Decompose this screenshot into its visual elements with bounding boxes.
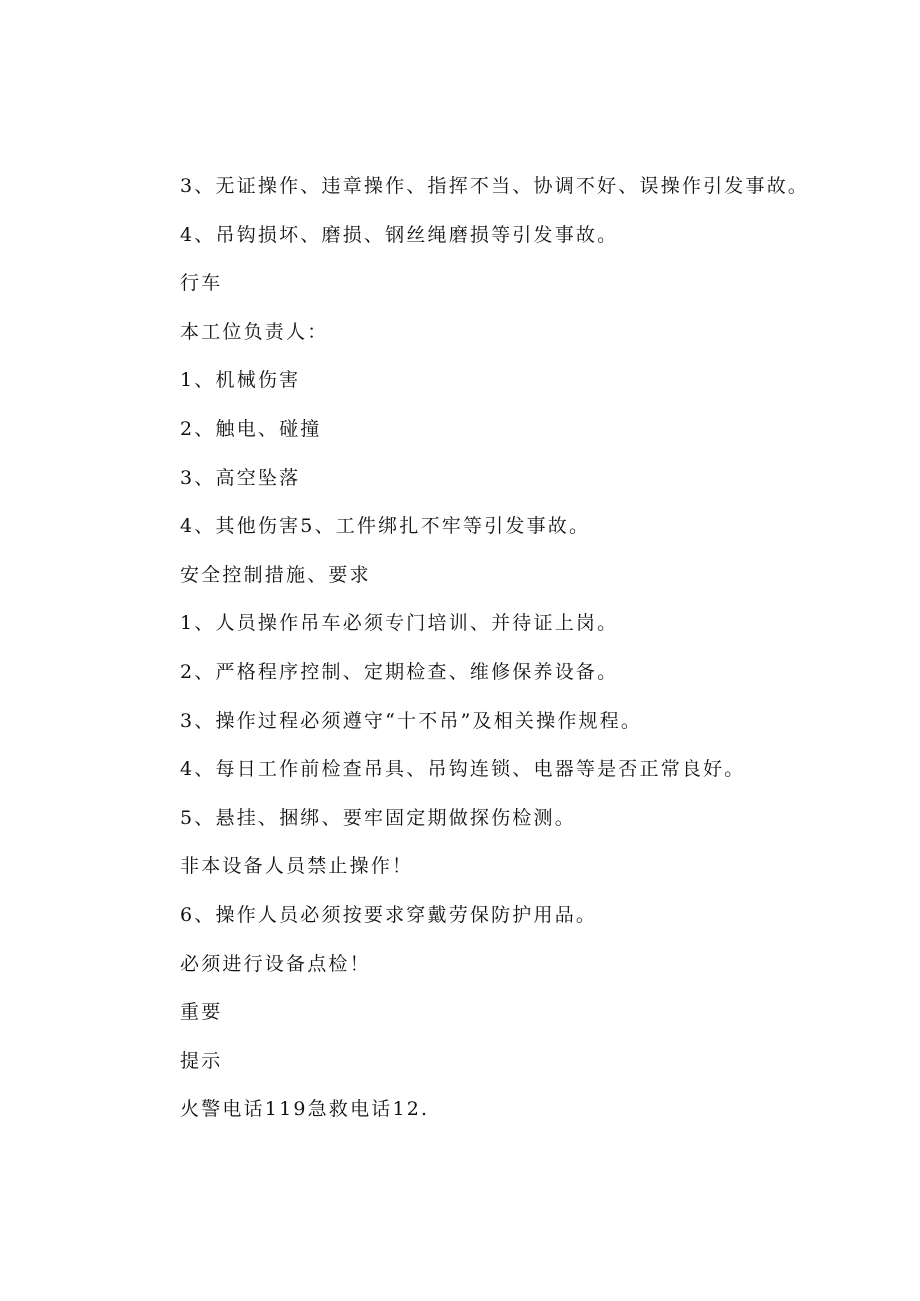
document-body — [180, 172, 880, 1144]
measure-item: 2、严格程序控制、定期检查、维修保养设备。 — [180, 660, 619, 683]
warning-text: 必须进行设备点检！ — [180, 952, 371, 975]
measure-item: 1、人员操作吊车必须专门培训、并待证上岗。 — [180, 612, 619, 635]
measure-item: 6、操作人员必须按要求穿戴劳保防护用品。 — [180, 903, 598, 926]
measure-item: 4、每日工作前检查吊具、吊钩连锁、电器等是否正常良好。 — [180, 758, 746, 781]
notice-heading: 重要 — [180, 1001, 223, 1024]
hazard-item: 1、机械伤害 — [180, 369, 301, 392]
responsible-person-label: 本工位负责人： — [180, 320, 329, 343]
warning-text: 非本设备人员禁止操作！ — [180, 855, 414, 878]
section-heading: 安全控制措施、要求 — [180, 563, 371, 586]
measure-item: 5、悬挂、捆绑、要牢固定期做探伤检测。 — [180, 806, 576, 829]
notice-heading: 提示 — [180, 1049, 223, 1072]
hazard-item: 3、高空坠落 — [180, 466, 301, 489]
hazard-item: 4、其他伤害5、工件绑扎不牢等引发事故。 — [180, 515, 591, 538]
text-line: 3、无证操作、违章操作、指挥不当、协调不好、误操作引发事故。 — [180, 175, 810, 197]
hazard-item: 2、触电、碰撞 — [180, 417, 322, 440]
text-line: 4、吊钩损坏、磨损、钢丝绳磨损等引发事故。 — [180, 223, 619, 246]
measure-item: 3、操作过程必须遵守“十不吊”及相关操作规程。 — [180, 709, 643, 732]
emergency-phone-text: 火警电话119急救电话12. — [180, 1098, 430, 1121]
section-heading: 行车 — [180, 272, 223, 295]
